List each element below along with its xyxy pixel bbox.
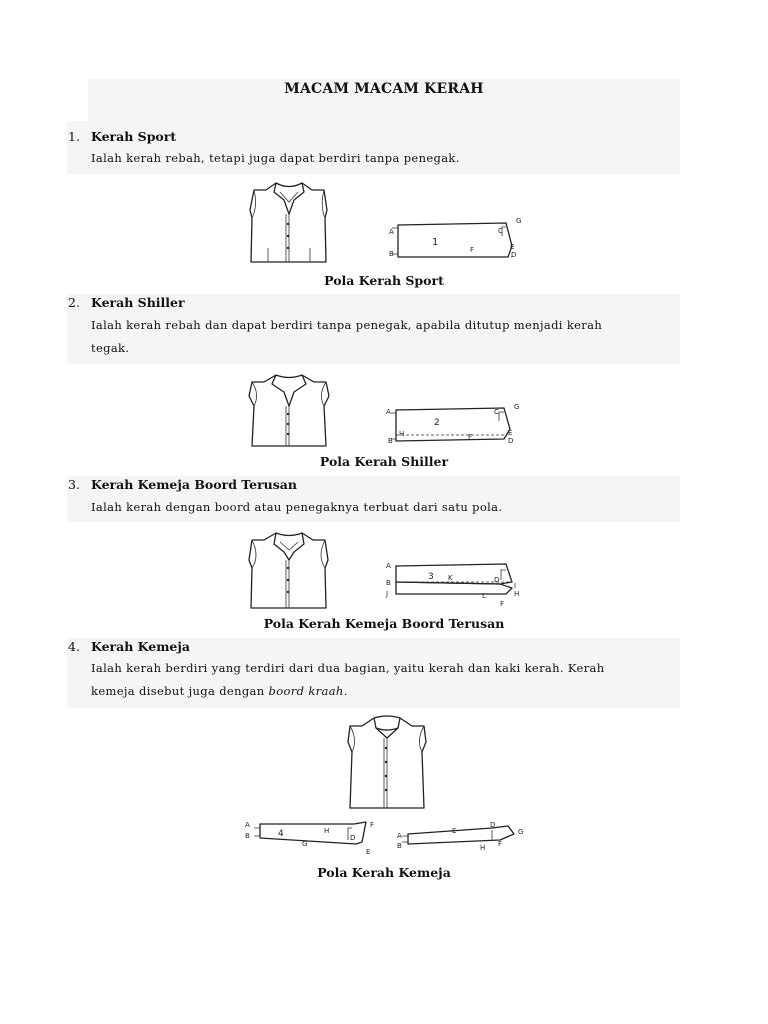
shirt-kemeja-collar-illustration <box>344 712 430 810</box>
label-b: B <box>397 842 402 850</box>
pattern-sport-collar-diagram <box>388 214 524 264</box>
section-1-description <box>91 147 651 170</box>
label-e: E <box>508 429 513 437</box>
piece-number: 1 <box>432 237 439 248</box>
label-h: H <box>480 844 486 852</box>
section-2-desc-line: tegak. <box>91 341 130 355</box>
section-1-desc-line: Ialah kerah rebah, tetapi juga dapat berdiri tanpa penegak. <box>91 151 460 165</box>
figure-2-caption: Pola Kerah Shiller <box>319 454 449 469</box>
label-l: L <box>482 592 486 600</box>
section-4-description <box>91 657 651 703</box>
label-i: I <box>514 582 517 590</box>
section-4-desc-line: kemeja disebut juga dengan boord kraah. <box>91 684 348 698</box>
label-f: F <box>370 821 375 829</box>
label-c: C <box>494 408 499 416</box>
label-g: G <box>514 403 520 411</box>
section-2-description <box>91 314 651 360</box>
label-d: D <box>490 821 496 829</box>
figure-3-caption: Pola Kerah Kemeja Boord Terusan <box>263 616 505 631</box>
label-b: B <box>389 250 394 258</box>
label-b: B <box>388 437 393 445</box>
section-2-heading: Kerah Shiller <box>91 295 185 310</box>
label-b: B <box>386 579 391 587</box>
section-1-number: 1. <box>68 129 80 144</box>
label-a: A <box>386 408 391 416</box>
section-3-heading: Kerah Kemeja Boord Terusan <box>91 477 297 492</box>
section-3-number: 3. <box>68 477 80 492</box>
section-2-desc-line: Ialah kerah rebah dan dapat berdiri tanpa penegak, apabila ditutup menjadi kerah <box>91 318 603 332</box>
label-f: F <box>500 600 505 608</box>
label-a: A <box>245 821 250 829</box>
pattern-collar-stand-diagram <box>396 818 528 856</box>
shirt-shiller-collar-illustration <box>246 370 332 450</box>
figure-1-caption: Pola Kerah Sport <box>324 273 444 288</box>
label-f: F <box>470 246 475 254</box>
label-d: D <box>508 437 514 445</box>
label-d: D <box>350 834 356 842</box>
label-e: E <box>452 827 457 835</box>
label-d: D <box>494 576 500 584</box>
pattern-boord-terusan-diagram <box>386 560 526 610</box>
label-f: F <box>498 840 503 848</box>
piece-number: 3 <box>428 572 434 582</box>
label-g: G <box>302 840 308 848</box>
section-3-desc-line: Ialah kerah dengan boord atau penegaknya terbuat dari satu pola. <box>91 500 503 514</box>
section-4-number: 4. <box>68 639 80 654</box>
pattern-shiller-collar-diagram <box>386 401 522 449</box>
label-h: H <box>324 827 330 835</box>
label-a: A <box>386 562 391 570</box>
label-k: K <box>448 574 453 582</box>
shirt-sport-collar-illustration <box>246 178 332 266</box>
label-b: B <box>245 832 250 840</box>
pattern-kemeja-collar-diagram <box>244 814 384 860</box>
label-g: G <box>518 828 524 836</box>
label-e: E <box>510 243 515 251</box>
figure-4-caption: Pola Kerah Kemeja <box>317 865 451 880</box>
section-3-description <box>91 496 651 519</box>
label-d: D <box>511 251 517 259</box>
section-4-desc-line: Ialah kerah berdiri yang terdiri dari dua bagian, yaitu kerah dan kaki kerah. Kerah <box>91 661 605 675</box>
label-a: A <box>389 228 394 236</box>
piece-number: 4 <box>278 829 284 839</box>
label-g: G <box>516 217 522 225</box>
label-j: J <box>386 590 389 598</box>
shirt-boord-terusan-illustration <box>246 528 332 612</box>
label-h: H <box>514 590 520 598</box>
piece-number: 2 <box>434 418 440 428</box>
section-2-number: 2. <box>68 295 80 310</box>
boord-kraah-term: boord kraah <box>268 684 344 698</box>
label-h: H <box>399 430 405 438</box>
label-c: C <box>498 227 503 235</box>
label-a: A <box>397 832 402 840</box>
section-4-heading: Kerah Kemeja <box>91 639 191 654</box>
page-title: MACAM MACAM KERAH <box>284 81 484 97</box>
label-f: F <box>468 433 473 441</box>
section-1-heading: Kerah Sport <box>91 129 177 144</box>
label-e: E <box>366 848 371 856</box>
